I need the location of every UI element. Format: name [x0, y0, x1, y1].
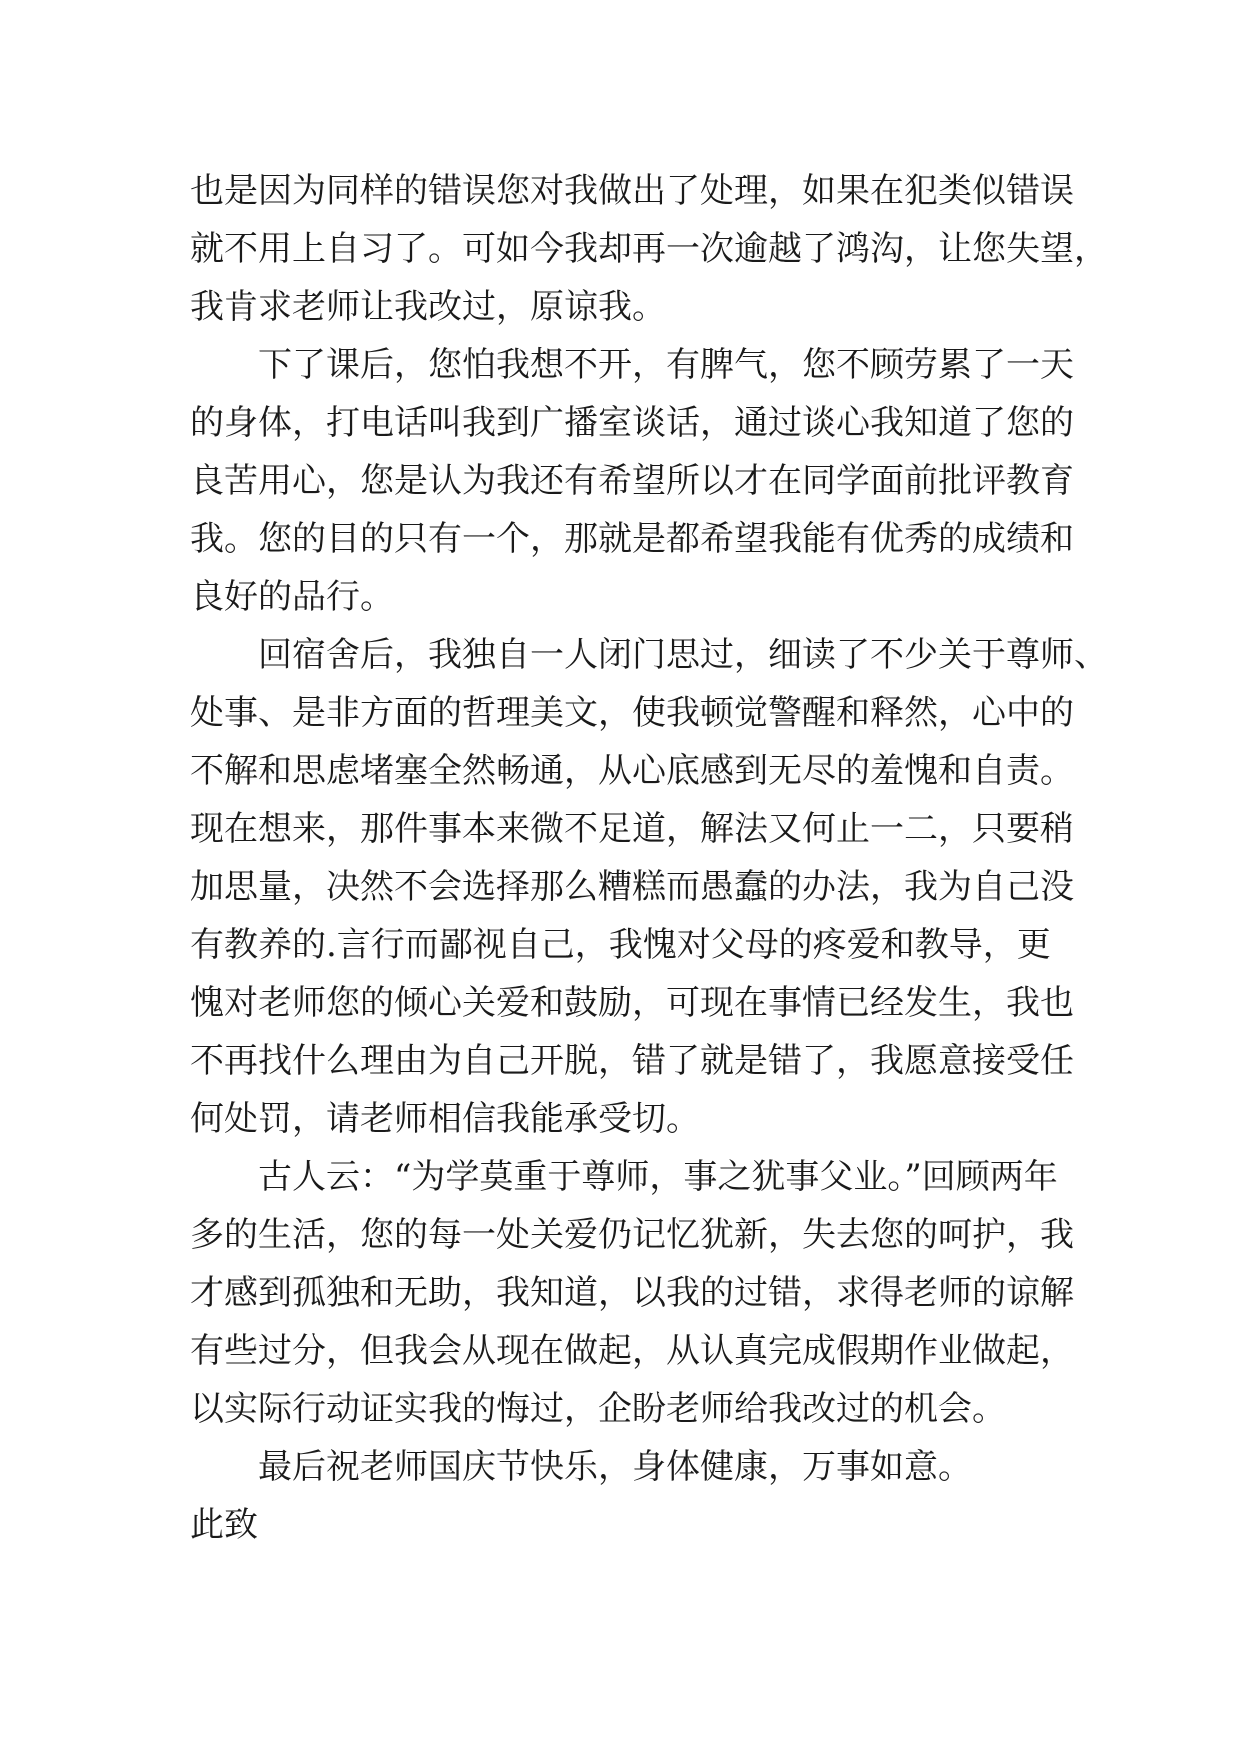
text-line: 何处罚，请老师相信我能承受切。	[190, 1099, 700, 1139]
text-line: 我。您的目的只有一个，那就是都希望我能有优秀的成绩和	[190, 519, 1074, 559]
text-line: 我肯求老师让我改过，原谅我。	[190, 287, 666, 327]
text-line: 就不用上自习了。可如今我却再一次逾越了鸿沟，让您失望，	[190, 229, 1108, 269]
paragraph-start-line: 下了课后，您怕我想不开，有脾气，您不顾劳累了一天	[258, 345, 1074, 385]
text-line: 才感到孤独和无助，我知道，以我的过错，求得老师的谅解	[190, 1273, 1074, 1313]
text-line: 处事、是非方面的哲理美文，使我顿觉警醒和释然，心中的	[190, 693, 1074, 733]
text-line: 有教养的.言行而鄙视自己，我愧对父母的疼爱和教导，更	[190, 925, 1051, 965]
document-body	[190, 162, 1108, 1554]
text-line: 有些过分，但我会从现在做起，从认真完成假期作业做起，	[190, 1331, 1074, 1371]
paragraph-start-line: 回宿舍后，我独自一人闭门思过，细读了不少关于尊师、	[258, 635, 1108, 675]
text-line: 愧对老师您的倾心关爱和鼓励，可现在事情已经发生，我也	[190, 983, 1074, 1023]
text-line: 的身体，打电话叫我到广播室谈话，通过谈心我知道了您的	[190, 403, 1074, 443]
text-line: 加思量，决然不会选择那么糟糕而愚蠢的办法，我为自己没	[190, 867, 1074, 907]
text-line: 多的生活，您的每一处关爱仍记忆犹新，失去您的呵护，我	[190, 1215, 1074, 1255]
text-line: 也是因为同样的错误您对我做出了处理，如果在犯类似错误	[190, 171, 1074, 211]
text-line: 良好的品行。	[190, 577, 394, 617]
paragraph-start-line: 最后祝老师国庆节快乐，身体健康，万事如意。	[258, 1447, 972, 1487]
text-line: 以实际行动证实我的悔过，企盼老师给我改过的机会。	[190, 1389, 1006, 1429]
paragraph-start-line: 古人云：“为学莫重于尊师，事之犹事父业。”回顾两年	[258, 1157, 1058, 1197]
text-line: 不再找什么理由为自己开脱，错了就是错了，我愿意接受任	[190, 1041, 1074, 1081]
text-line: 现在想来，那件事本来微不足道，解法又何止一二，只要稍	[190, 809, 1074, 849]
text-line: 不解和思虑堵塞全然畅通，从心底感到无尽的羞愧和自责。	[190, 751, 1074, 791]
closing-line: 此致	[190, 1505, 258, 1545]
text-line: 良苦用心，您是认为我还有希望所以才在同学面前批评教育	[190, 461, 1074, 501]
